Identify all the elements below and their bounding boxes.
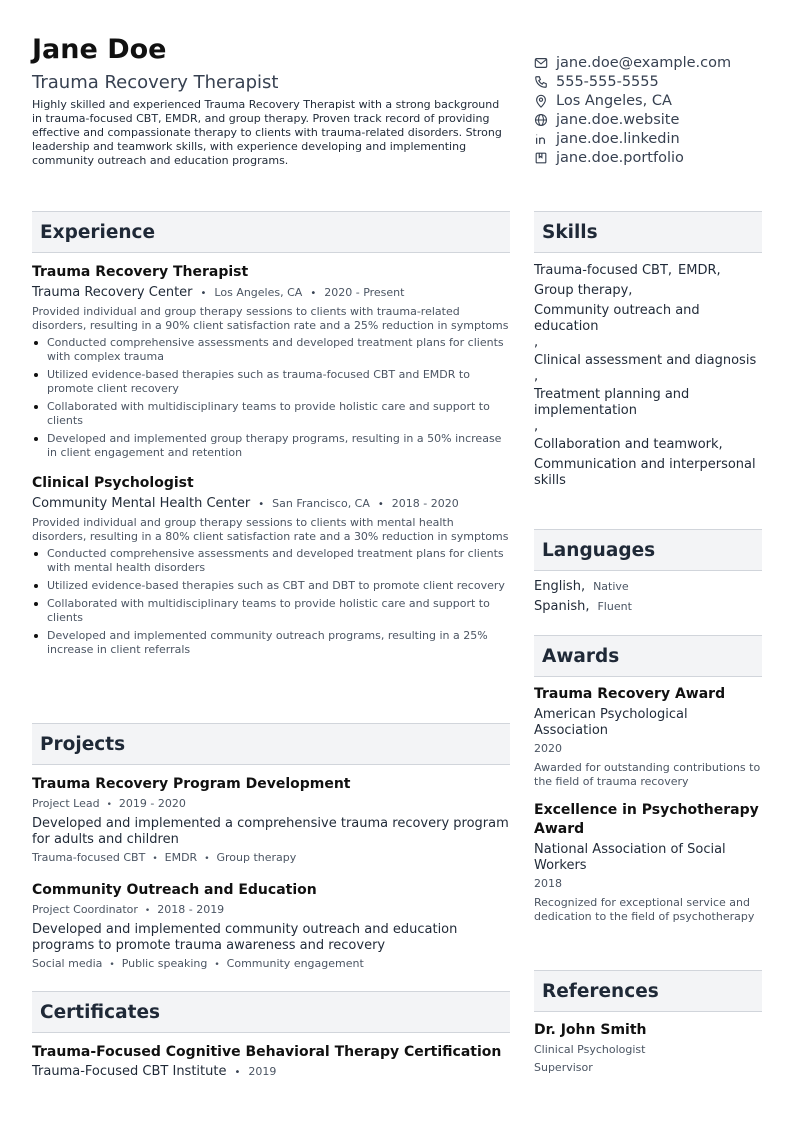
award-description: Awarded for outstanding contributions to the field of trauma recovery bbox=[534, 761, 761, 788]
award-title: Trauma Recovery Award bbox=[534, 686, 726, 702]
job-title: Clinical Psychologist bbox=[32, 475, 194, 491]
list-item: Utilized evidence-based therapies such as CBT and DBT to promote client recovery bbox=[32, 579, 510, 593]
job-meta bbox=[32, 285, 510, 302]
project-title: Trauma Recovery Program Development bbox=[32, 776, 351, 792]
skill-item: Community outreach and education bbox=[534, 303, 700, 334]
separator-dot: • bbox=[310, 288, 317, 299]
skill-item: Collaboration and teamwork, bbox=[534, 437, 723, 452]
summary-text: Highly skilled and experienced Trauma Recovery Therapist with a strong background in trauma-focused CBT, EMDR, and group therapy. Proven track record of providing effective and compassionate therapy to clients with trauma-related disorders. Strong leadership and teamwork skills, with experience developing and implementing community outreach and education programs. bbox=[32, 98, 502, 167]
project-role: Project Lead bbox=[32, 797, 100, 810]
skill-separator: , bbox=[534, 369, 539, 384]
reference-relation: Supervisor bbox=[534, 1061, 593, 1074]
project-role: Project Coordinator bbox=[32, 903, 138, 916]
separator-dot: • bbox=[144, 906, 151, 916]
projects-section bbox=[32, 723, 510, 973]
job-entry bbox=[32, 474, 510, 657]
awards-heading: Awards bbox=[542, 645, 620, 667]
phone-icon bbox=[533, 74, 549, 90]
section-header bbox=[32, 991, 510, 1033]
job-description: Provided individual and group therapy sessions to clients with trauma-related disorders, resulting in a 90% client satisfaction rate and a 25% reduction in symptoms bbox=[32, 305, 509, 332]
references-section bbox=[534, 970, 762, 1075]
phone-text[interactable]: 555-555-5555 bbox=[556, 73, 659, 90]
award-title: Excellence in Psychotherapy Award bbox=[534, 802, 759, 837]
reference-entry bbox=[534, 1021, 762, 1075]
project-tags bbox=[32, 956, 510, 973]
certificate-year: 2019 bbox=[248, 1065, 277, 1078]
skills-section bbox=[534, 211, 762, 493]
contact-website[interactable] bbox=[533, 110, 773, 129]
references-heading: References bbox=[542, 980, 659, 1002]
job-location: San Francisco, CA bbox=[272, 497, 370, 510]
award-year: 2020 bbox=[534, 742, 562, 755]
list-item: Conducted comprehensive assessments and developed treatment plans for clients with complex trauma bbox=[32, 336, 510, 364]
language-row bbox=[534, 599, 762, 615]
email-text[interactable]: jane.doe@example.com bbox=[556, 54, 732, 71]
section-header bbox=[534, 970, 762, 1012]
separator-dot: • bbox=[200, 288, 207, 299]
award-year: 2018 bbox=[534, 877, 562, 890]
contact-location bbox=[533, 91, 773, 110]
website-text[interactable]: jane.doe.website bbox=[556, 111, 680, 128]
header bbox=[32, 34, 502, 168]
separator-dot: • bbox=[258, 499, 265, 510]
project-title: Community Outreach and Education bbox=[32, 882, 317, 898]
job-bullets bbox=[32, 336, 510, 460]
job-location: Los Angeles, CA bbox=[214, 286, 303, 299]
list-item: Developed and implemented group therapy programs, resulting in a 50% increase in client engagement and retention bbox=[32, 432, 510, 460]
job-title: Trauma Recovery Therapist bbox=[32, 264, 249, 280]
reference-role: Clinical Psychologist bbox=[534, 1043, 646, 1056]
skill-item: EMDR, bbox=[678, 263, 721, 278]
location-text: Los Angeles, CA bbox=[556, 92, 672, 109]
language-row bbox=[534, 579, 762, 595]
project-meta bbox=[32, 796, 510, 813]
skill-item: Treatment planning and implementation bbox=[534, 387, 690, 418]
certificate-meta bbox=[32, 1064, 510, 1081]
separator-dot: • bbox=[377, 499, 384, 510]
project-entry bbox=[32, 775, 510, 867]
job-org: Community Mental Health Center bbox=[32, 496, 251, 511]
linkedin-icon bbox=[533, 131, 549, 147]
language-level: Fluent bbox=[597, 600, 632, 613]
project-tag: Public speaking bbox=[121, 957, 208, 970]
skill-separator: , bbox=[534, 419, 539, 434]
globe-icon bbox=[533, 112, 549, 128]
contact-linkedin[interactable] bbox=[533, 129, 773, 148]
certificates-section bbox=[32, 991, 510, 1081]
project-tags bbox=[32, 850, 510, 867]
job-description: Provided individual and group therapy sessions to clients with mental health disorders, resulting in a 80% client satisfaction rate and a 30% reduction in symptoms bbox=[32, 516, 509, 543]
section-header bbox=[534, 635, 762, 677]
certificate-issuer: Trauma-Focused CBT Institute bbox=[32, 1064, 227, 1079]
skill-separator: , bbox=[534, 335, 539, 350]
languages-list bbox=[534, 579, 762, 615]
experience-heading: Experience bbox=[40, 221, 156, 243]
job-dates: 2020 - Present bbox=[324, 286, 405, 299]
section-header bbox=[32, 723, 510, 765]
languages-heading: Languages bbox=[542, 539, 656, 561]
list-item: Conducted comprehensive assessments and developed treatment plans for clients with mental health disorders bbox=[32, 547, 510, 575]
certificate-entry bbox=[32, 1043, 510, 1081]
mail-icon bbox=[533, 55, 549, 71]
skill-item: Group therapy, bbox=[534, 283, 633, 298]
list-item: Collaborated with multidisciplinary teams to provide holistic care and support to clients bbox=[32, 597, 510, 625]
separator-dot: • bbox=[106, 800, 112, 810]
skill-item: Clinical assessment and diagnosis bbox=[534, 353, 757, 368]
project-tag: Community engagement bbox=[226, 957, 364, 970]
portfolio-text[interactable]: jane.doe.portfolio bbox=[556, 149, 684, 166]
separator-dot: • bbox=[204, 854, 210, 864]
award-description: Recognized for exceptional service and dedication to the field of psychotherapy bbox=[534, 896, 755, 923]
project-tag: Trauma-focused CBT bbox=[32, 851, 146, 864]
contact-portfolio[interactable] bbox=[533, 148, 773, 167]
language-name: Spanish, bbox=[534, 599, 590, 614]
skills-heading: Skills bbox=[542, 221, 598, 243]
list-item: Utilized evidence-based therapies such as trauma-focused CBT and EMDR to promote client recovery bbox=[32, 368, 510, 396]
list-item: Developed and implemented community outreach programs, resulting in a 25% increase in client referrals bbox=[32, 629, 510, 657]
awards-section bbox=[534, 635, 762, 924]
project-entry bbox=[32, 881, 510, 973]
bookmark-icon bbox=[533, 150, 549, 166]
project-tag: Social media bbox=[32, 957, 103, 970]
job-entry bbox=[32, 263, 510, 460]
award-entry bbox=[534, 685, 762, 789]
skill-item: Communication and interpersonal skills bbox=[534, 457, 756, 488]
map-pin-icon bbox=[533, 93, 549, 109]
certificate-title: Trauma-Focused Cognitive Behavioral Therapy Certification bbox=[32, 1044, 502, 1060]
languages-section bbox=[534, 529, 762, 619]
project-meta bbox=[32, 902, 510, 919]
candidate-name: Jane Doe bbox=[32, 34, 167, 65]
job-meta bbox=[32, 496, 510, 513]
contact-email[interactable] bbox=[533, 53, 773, 72]
language-level: Native bbox=[593, 580, 629, 593]
certificates-heading: Certificates bbox=[40, 1001, 160, 1023]
separator-dot: • bbox=[109, 960, 115, 970]
contact-block bbox=[533, 53, 773, 167]
job-dates: 2018 - 2020 bbox=[391, 497, 459, 510]
section-header bbox=[534, 211, 762, 253]
award-org: National Association of Social Workers bbox=[534, 842, 726, 873]
project-dates: 2018 - 2019 bbox=[157, 903, 225, 916]
projects-heading: Projects bbox=[40, 733, 126, 755]
project-description: Developed and implemented a comprehensive trauma recovery program for adults and children bbox=[32, 816, 509, 847]
section-header bbox=[534, 529, 762, 571]
candidate-title: Trauma Recovery Therapist bbox=[32, 72, 279, 93]
project-dates: 2019 - 2020 bbox=[118, 797, 186, 810]
skill-line bbox=[534, 263, 762, 279]
separator-dot: • bbox=[152, 854, 158, 864]
list-item: Collaborated with multidisciplinary teams to provide holistic care and support to clients bbox=[32, 400, 510, 428]
reference-name: Dr. John Smith bbox=[534, 1022, 647, 1038]
language-name: English, bbox=[534, 579, 586, 594]
job-bullets bbox=[32, 547, 510, 657]
job-org: Trauma Recovery Center bbox=[32, 285, 193, 300]
award-entry bbox=[534, 801, 762, 924]
project-tag: Group therapy bbox=[216, 851, 297, 864]
linkedin-text[interactable]: jane.doe.linkedin bbox=[556, 130, 680, 147]
contact-phone[interactable] bbox=[533, 72, 773, 91]
project-description: Developed and implemented community outreach and education programs to promote trauma awareness and recovery bbox=[32, 922, 458, 953]
separator-dot: • bbox=[214, 960, 220, 970]
skills-list bbox=[534, 263, 762, 489]
separator-dot: • bbox=[234, 1067, 241, 1078]
section-header bbox=[32, 211, 510, 253]
experience-section bbox=[32, 211, 510, 661]
award-org: American Psychological Association bbox=[534, 707, 688, 738]
skill-item: Trauma-focused CBT, bbox=[534, 263, 673, 278]
project-tag: EMDR bbox=[164, 851, 198, 864]
